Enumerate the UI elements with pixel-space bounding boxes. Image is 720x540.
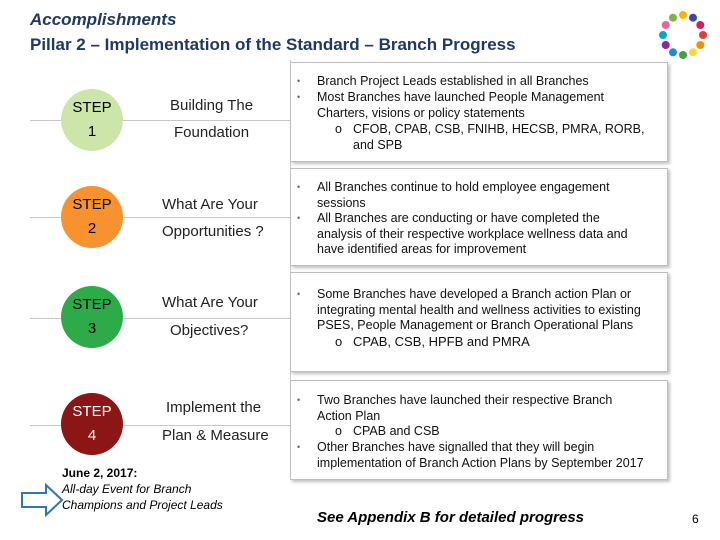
logo-figure bbox=[689, 48, 697, 56]
step-2-label-line2: Opportunities ? bbox=[162, 223, 264, 240]
sub-bullet-item: o CPAB and CSB bbox=[335, 424, 440, 438]
step-4-label-line2: Plan & Measure bbox=[162, 427, 269, 444]
bullet-item: • Most Branches have launched People Management Charters, visions or policy statements bbox=[297, 90, 604, 120]
event-line2: Champions and Project Leads bbox=[62, 498, 223, 512]
bullet-item: • Branch Project Leads established in all Branches bbox=[297, 74, 589, 88]
step-2-label-line1: What Are Your bbox=[162, 196, 258, 213]
step-word: STEP bbox=[72, 99, 112, 116]
logo-figure bbox=[696, 41, 704, 49]
step-3-circle bbox=[61, 286, 123, 348]
logo-figure bbox=[662, 21, 670, 29]
step-4-details-box bbox=[290, 380, 668, 480]
logo-figure bbox=[679, 11, 687, 19]
logo-figure bbox=[659, 31, 667, 39]
step-1-details-box bbox=[290, 62, 668, 162]
step-3-label-line2: Objectives? bbox=[170, 322, 249, 339]
logo-figure bbox=[669, 14, 677, 22]
sub-bullet-item: o CFOB, CPAB, CSB, FNIHB, HECSB, PMRA, RORB, and SPB bbox=[335, 122, 645, 152]
step-word: STEP bbox=[72, 196, 112, 213]
step-1-label-line1: Building The bbox=[170, 97, 254, 114]
slide-title-line2: Pillar 2 – Implementation of the Standard – Branch Progress bbox=[30, 35, 516, 54]
step-1-circle bbox=[61, 89, 123, 151]
step-2-details-box bbox=[290, 168, 668, 266]
appendix-reference: See Appendix B for detailed progress bbox=[317, 509, 585, 526]
step-4-label-line1: Implement the bbox=[166, 399, 262, 416]
bullet-item: • All Branches continue to hold employee engagement sessions bbox=[297, 180, 610, 210]
step-number: 3 bbox=[87, 320, 97, 337]
event-date: June 2, 2017: bbox=[62, 466, 138, 480]
right-arrow-icon bbox=[20, 483, 64, 517]
sub-bullet-item: o CPAB, CSB, HPFB and PMRA bbox=[335, 334, 530, 349]
step-number: 4 bbox=[87, 427, 97, 444]
step-3-label-line1: What Are Your bbox=[162, 294, 258, 311]
step-1-label-line2: Foundation bbox=[174, 124, 250, 141]
step-number: 1 bbox=[87, 123, 97, 140]
step-2-circle bbox=[61, 186, 123, 248]
logo-figure bbox=[679, 51, 687, 59]
step-4-circle bbox=[61, 393, 123, 455]
bullet-item: • All Branches are conducting or have completed the analysis of their respective workplace wellness data and have identified areas for improvement bbox=[297, 211, 628, 256]
logo-figure bbox=[669, 48, 677, 56]
step-3-details-box bbox=[290, 272, 668, 372]
event-line1: All-day Event for Branch bbox=[62, 482, 192, 496]
slide-title-line1: Accomplishments bbox=[30, 10, 177, 29]
logo-figure bbox=[699, 31, 707, 39]
logo-icon bbox=[654, 6, 712, 64]
bullet-item: • Other Branches have signalled that they will begin implementation of Branch Action Plans by September 2017 bbox=[297, 440, 644, 470]
logo-figure bbox=[662, 41, 670, 49]
page-number: 6 bbox=[692, 512, 699, 526]
step-word: STEP bbox=[72, 296, 112, 313]
bullet-item: • Some Branches have developed a Branch action Plan or integrating mental health and wellness activities to existing PSES, People Management or Branch Operational Plans bbox=[297, 287, 641, 332]
step-word: STEP bbox=[72, 403, 112, 420]
event-note bbox=[62, 465, 223, 513]
bullet-item: • Two Branches have launched their respective Branch Action Plan bbox=[297, 393, 613, 423]
logo-figure bbox=[696, 21, 704, 29]
logo-figure bbox=[689, 14, 697, 22]
step-number: 2 bbox=[87, 220, 97, 237]
